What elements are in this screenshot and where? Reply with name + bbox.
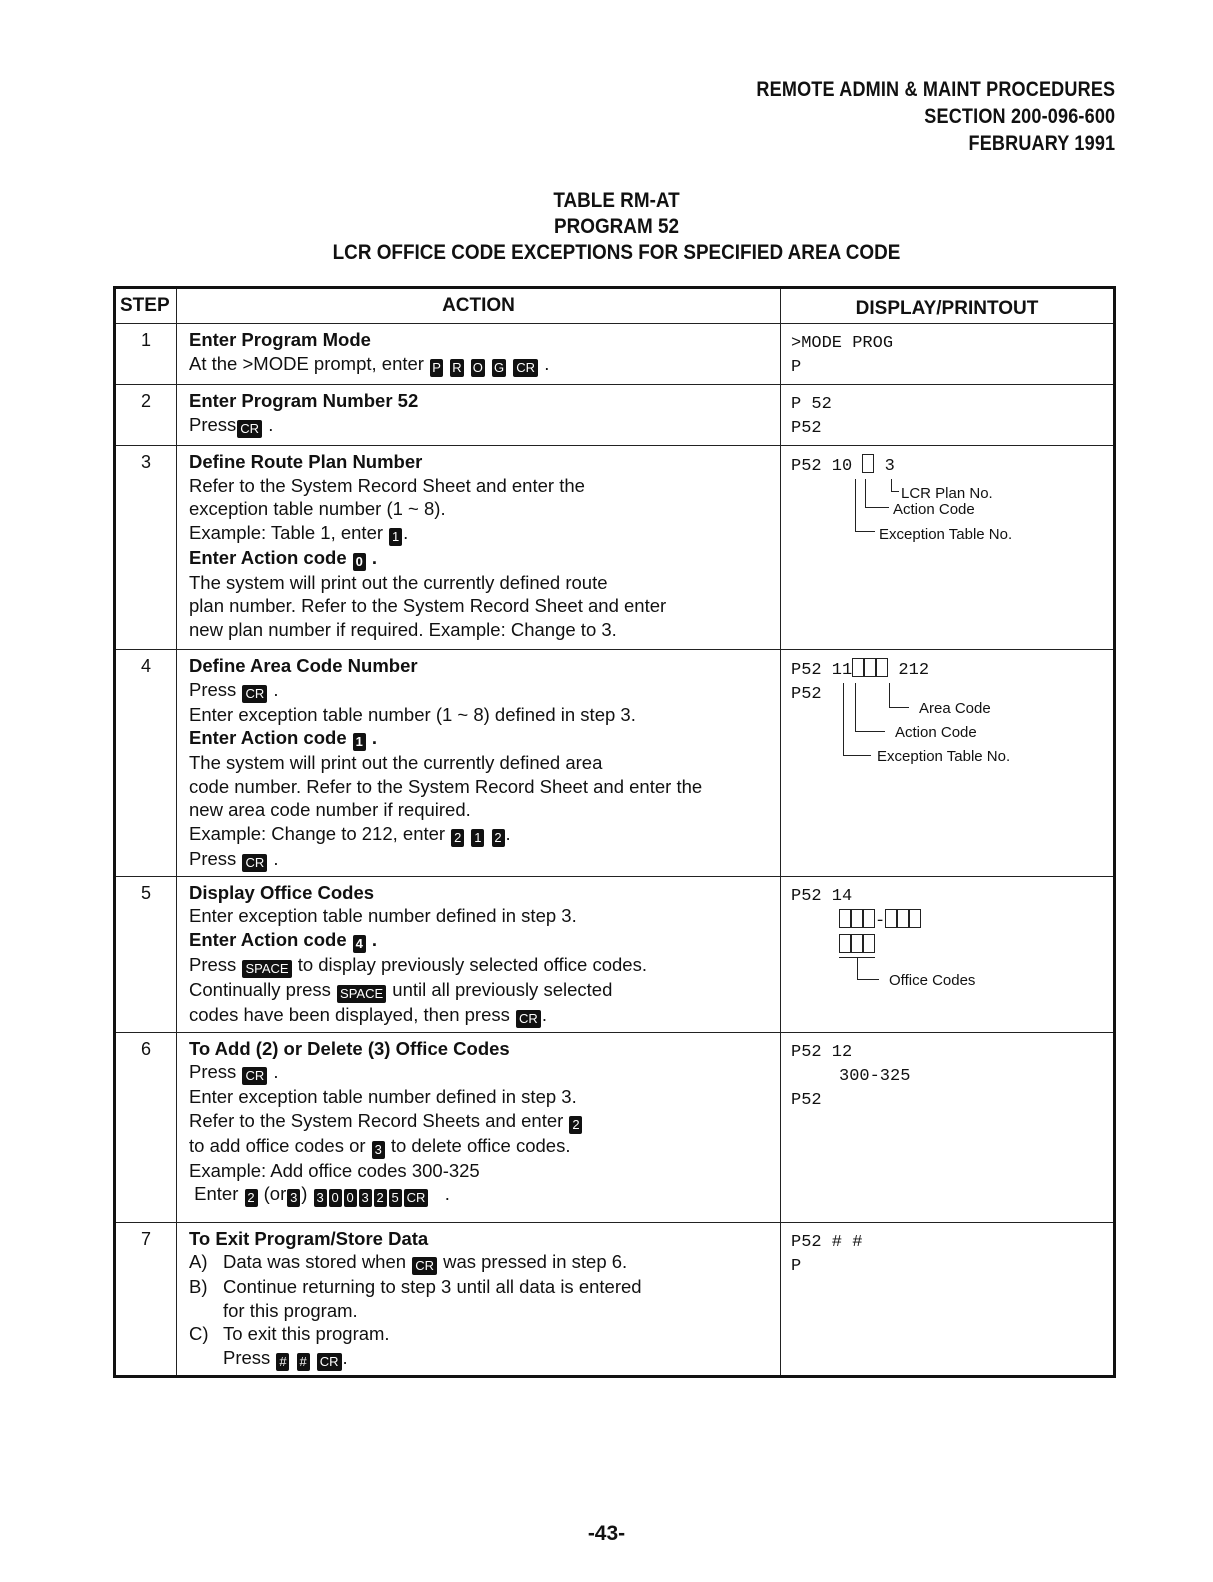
action-text: plan number. Refer to the System Record Sheet and enter — [189, 595, 667, 616]
callout-line — [889, 683, 890, 707]
column-header-display: DISPLAY/PRINTOUT — [781, 288, 1115, 324]
callout-line — [889, 707, 909, 708]
digit-box — [851, 909, 863, 928]
digit-box — [851, 934, 863, 953]
display-line: P52 11 212 — [791, 658, 1105, 683]
display-line: P — [791, 358, 802, 377]
step-heading: To Add (2) or Delete (3) Office Codes — [189, 1037, 510, 1059]
action-text: new area code number if required. — [189, 799, 471, 820]
list-item: B) Continue returning to step 3 until all data is entered — [189, 1276, 642, 1297]
page-number: -43- — [587, 1522, 626, 1545]
digit-box — [864, 658, 876, 677]
display-cell — [781, 1032, 1115, 1222]
program-number: PROGRAM 52 — [554, 215, 679, 238]
key-3: 3 — [314, 1189, 327, 1207]
callout-line — [843, 683, 844, 755]
digit-box — [852, 658, 864, 677]
callout-line — [855, 683, 856, 731]
action-text: At the >MODE prompt, enter P R O G CR . — [189, 352, 550, 375]
key-cr: CR — [317, 1353, 342, 1371]
key-3: 3 — [372, 1141, 385, 1159]
action-code-heading: Enter Action code 4 . — [189, 928, 378, 951]
action-text: to add office codes or 3 to delete office codes. — [189, 1134, 571, 1157]
key-1: 1 — [353, 733, 366, 751]
key-3: 3 — [287, 1189, 300, 1207]
action-text: The system will print out the currently defined area — [189, 752, 603, 773]
key-cr: CR — [242, 1067, 267, 1085]
document-header — [756, 76, 1115, 157]
key-0: 0 — [329, 1189, 342, 1207]
digit-box — [839, 909, 851, 928]
key-p: P — [430, 359, 443, 377]
table-subtitle: LCR OFFICE CODE EXCEPTIONS FOR SPECIFIED AREA CODE — [332, 241, 901, 264]
table-title — [62, 188, 1172, 266]
action-code-heading: Enter Action code 0 . — [189, 546, 378, 569]
action-text: Enter exception table number (1 ~ 8) defined in step 3. — [189, 703, 636, 725]
action-text: The system will print out the currently defined route — [189, 571, 608, 593]
action-text: Example: Add office codes 300-325 — [189, 1159, 480, 1181]
key-r: R — [452, 359, 462, 375]
key-2: 2 — [374, 1189, 387, 1207]
key-2: 2 — [245, 1189, 258, 1207]
step-number: 5 — [115, 876, 177, 1032]
action-text: Enter exception table number defined in step 3. — [189, 905, 577, 926]
table-header-row — [115, 288, 1115, 324]
office-code-boxes — [791, 934, 1105, 959]
digit-box — [839, 934, 851, 953]
digit-box — [862, 454, 874, 473]
key-2: 2 — [569, 1116, 582, 1134]
step-number: 1 — [115, 324, 177, 385]
callout-label: Exception Table No. — [879, 526, 1013, 543]
action-text: Press CR . — [189, 678, 279, 701]
display-cell — [781, 385, 1115, 446]
header-title: REMOTE ADMIN & MAINT PROCEDURES — [756, 78, 1115, 101]
callout-line — [857, 957, 858, 979]
action-text: new plan number if required. Example: Change to 3. — [189, 618, 617, 640]
table-row — [115, 385, 1115, 446]
display-line: P52 14 — [791, 886, 853, 906]
callout-label: LCR Plan No. — [901, 485, 993, 502]
key-1: 1 — [389, 528, 402, 546]
key-cr: CR — [412, 1257, 437, 1275]
step-number: 2 — [115, 385, 177, 446]
callout-line — [891, 479, 892, 491]
display-line: P52 12 — [791, 1042, 853, 1062]
step-heading: Enter Program Number 52 — [189, 390, 419, 411]
digit-box — [863, 934, 875, 953]
action-text: Enter 2 (or 3 ) 3 0 0 3 2 5 CR . — [194, 1183, 450, 1205]
callout-line — [843, 755, 871, 756]
key-o: O — [472, 359, 483, 375]
digit-box — [909, 909, 921, 928]
key-2: 2 — [451, 829, 464, 847]
key-4: 4 — [353, 935, 366, 953]
key-cr: CR — [242, 854, 267, 872]
table-row — [115, 1032, 1115, 1222]
key-3: 3 — [359, 1189, 372, 1207]
action-text: Refer to the System Record Sheets and enter 2 — [189, 1109, 772, 1134]
table-row — [115, 324, 1115, 385]
table-id: TABLE RM-AT — [553, 189, 680, 212]
display-line: P52 10 3 — [791, 454, 1105, 479]
action-cell — [177, 446, 781, 650]
key-5: 5 — [389, 1189, 402, 1207]
callout-label: Action Code — [893, 501, 975, 518]
display-line: >MODE PROG — [791, 334, 894, 353]
display-line: P52 # # — [791, 1232, 863, 1252]
action-cell — [177, 385, 781, 446]
display-cell — [781, 1222, 1115, 1376]
display-cell — [781, 446, 1115, 650]
key-space: SPACE — [337, 985, 386, 1003]
key-1: 1 — [471, 829, 484, 847]
callout-line — [857, 979, 879, 980]
action-text: Example: Table 1, enter 1 . — [189, 521, 409, 544]
office-code-boxes — [791, 909, 1105, 934]
table-row — [115, 446, 1115, 650]
action-text: Press CR . — [189, 413, 274, 436]
step-heading: Define Route Plan Number — [189, 451, 423, 472]
action-text: Press CR . — [189, 1061, 279, 1083]
table-row — [115, 650, 1115, 877]
display-line: P52 — [791, 1090, 822, 1110]
step-number: 4 — [115, 650, 177, 877]
key-0: 0 — [344, 1189, 357, 1207]
action-text: code number. Refer to the System Record Sheet and enter the — [189, 775, 703, 797]
callout-line — [855, 531, 875, 532]
procedure-table — [113, 286, 1116, 1378]
step-heading: Enter Program Mode — [189, 329, 371, 350]
list-item: A) Data was stored when CR was pressed in step 6. — [189, 1251, 628, 1273]
action-cell — [177, 650, 781, 877]
action-text: Refer to the System Record Sheet and enter the — [189, 474, 585, 496]
callout-label: Exception Table No. — [877, 748, 1011, 765]
display-line: P52 — [791, 685, 822, 704]
step-number: 7 — [115, 1222, 177, 1376]
step-heading: Define Area Code Number — [189, 655, 418, 676]
display-line: P52 — [791, 419, 822, 438]
key-cr: CR — [237, 420, 262, 438]
digit-box — [876, 658, 888, 677]
list-item: C) To exit this program. — [189, 1323, 390, 1344]
display-cell — [781, 324, 1115, 385]
key-hash: # — [276, 1353, 289, 1371]
display-line: 300-325 — [839, 1066, 911, 1086]
action-cell — [177, 1032, 781, 1222]
action-cell — [177, 876, 781, 1032]
display-cell — [781, 650, 1115, 877]
step-number: 3 — [115, 446, 177, 650]
dash: - — [875, 911, 886, 931]
display-line: P — [791, 1256, 802, 1276]
digit-box — [885, 909, 897, 928]
display-line: P 52 — [791, 395, 832, 414]
action-text: Example: Change to 212, enter 2 1 2 . — [189, 822, 511, 845]
action-code-heading: Enter Action code 1 . — [189, 727, 378, 749]
header-section: SECTION 200-096-600 — [924, 105, 1115, 128]
action-text: Press # # CR . — [223, 1346, 348, 1369]
table-row — [115, 876, 1115, 1032]
digit-box — [897, 909, 909, 928]
action-text: Continually press SPACE until all previously selected — [189, 978, 613, 1001]
step-heading: Display Office Codes — [189, 881, 375, 903]
callout-line — [891, 491, 899, 492]
column-header-step: STEP — [115, 288, 177, 324]
display-cell — [781, 876, 1115, 1032]
action-text: Enter exception table number defined in step 3. — [189, 1086, 577, 1107]
callout-label: Area Code — [919, 700, 991, 717]
key-cr: CR — [404, 1189, 429, 1207]
column-header-action: ACTION — [177, 288, 781, 324]
key-2: 2 — [492, 829, 505, 847]
key-cr: CR — [516, 1010, 541, 1028]
callout-line — [865, 479, 866, 507]
step-heading: To Exit Program/Store Data — [189, 1227, 429, 1249]
key-g: G — [494, 359, 505, 375]
action-text: for this program. — [223, 1299, 358, 1321]
action-cell — [177, 1222, 781, 1376]
key-0: 0 — [353, 553, 366, 571]
digit-box — [863, 909, 875, 928]
callout-label: Office Codes — [889, 971, 976, 989]
callout-label: Action Code — [895, 724, 977, 741]
step-number: 6 — [115, 1032, 177, 1222]
key-cr: CR — [242, 685, 267, 703]
action-text: exception table number (1 ~ 8). — [189, 498, 446, 519]
header-date: FEBRUARY 1991 — [968, 132, 1115, 155]
key-hash: # — [297, 1353, 310, 1371]
table-row — [115, 1222, 1115, 1376]
key-cr: CR — [513, 359, 538, 377]
callout-line — [855, 479, 856, 531]
key-space: SPACE — [242, 960, 291, 978]
action-cell — [177, 324, 781, 385]
action-text: codes have been displayed, then press CR . — [189, 1003, 547, 1026]
callout-line — [865, 507, 889, 508]
action-text: Press CR . — [189, 847, 279, 870]
action-text: Press SPACE to display previously selected office codes. — [189, 953, 647, 976]
callout-line — [855, 731, 885, 732]
